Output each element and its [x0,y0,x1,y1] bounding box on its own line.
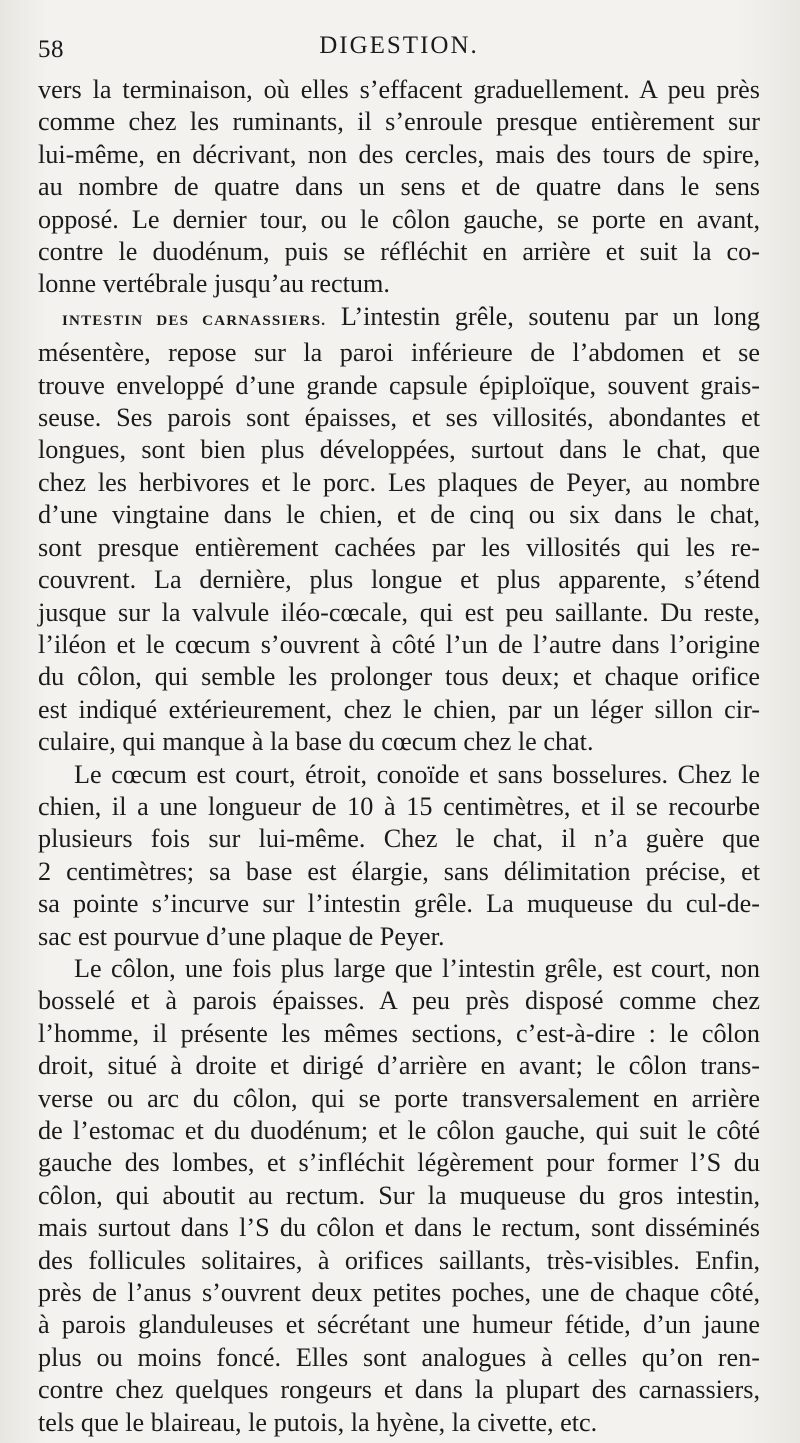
text-line: lui-même, en décrivant, non des cercles, mais des tours de spire, [38,139,760,169]
text-line [38,301,760,337]
text-line: culaire, qui manque à la base du cœcum chez le chat. [38,727,594,757]
text-line-fragment: L’intestin grêle, soutenu par un long [340,301,761,331]
text-line: de l’estomac et du duodénum; et le côlon gauche, qui suit le côté [38,1116,760,1145]
text-line: jusque sur la valvule iléo-cœcale, qui est peu saillante. Du reste, [38,597,760,627]
text-line: d’une vingtaine dans le chien, et de cinq ou six dans le chat, [38,500,760,530]
text-line: l’homme, il présente les mêmes sections, c’est-à-dire : le côlon [38,1018,760,1048]
text-line: bosselé et à parois épaisses. A peu près disposé comme chez [38,986,760,1016]
text-line: contre chez quelques rongeurs et dans la plupart des carnassiers, [38,1375,760,1405]
paragraph-4 [38,953,760,1439]
paragraph-2 [38,301,760,759]
text-line: à parois glanduleuses et sécrétant une humeur fétide, d’un jaune [38,1310,760,1340]
text-line: côlon, qui aboutit au rectum. Sur la muqueuse du gros intestin, [38,1180,760,1210]
section-heading: INTESTIN DES CARNASSIERS. [62,312,327,329]
text-line: trouve enveloppé d’une grande capsule épiploïque, souvent grais- [38,370,760,400]
text-line: Le cœcum est court, étroit, conoïde et sans bosselures. Chez le [74,759,760,789]
text-line: sa pointe s’incurve sur l’intestin grêle. La muqueuse du cul-de- [38,889,760,919]
text-line: contre le duodénum, puis se réfléchit en arrière et suit la co- [38,237,760,267]
text-line: opposé. Le dernier tour, ou le côlon gauche, se porte en avant, [38,204,760,234]
text-line: seuse. Ses parois sont épaisses, et ses villosités, abondantes et [38,403,760,433]
text-line: au nombre de quatre dans un sens et de quatre dans le sens [38,172,760,202]
text-line: près de l’anus s’ouvrent deux petites poches, une de chaque côté, [38,1278,760,1308]
text-line: sont presque entièrement cachées par les villosités qui les re- [38,532,760,562]
text-line: verse ou arc du côlon, qui se porte transversalement en arrière [38,1083,760,1113]
text-line: des follicules solitaires, à orifices saillants, très-visibles. Enfin, [38,1245,760,1275]
text-line: est indiqué extérieurement, chez le chien, par un léger sillon cir- [38,694,760,724]
text-line: sac est pourvue d’une plaque de Peyer. [38,921,445,951]
text-line: chien, il a une longueur de 10 à 15 centimètres, et il se recourbe [38,791,760,821]
text-line: du côlon, qui semble les prolonger tous deux; et chaque orifice [38,662,760,692]
text-line: gauche des lombes, et s’infléchit légèrement pour former l’S du [38,1148,760,1178]
text-line: mais surtout dans l’S du côlon et dans le rectum, sont disséminés [38,1213,760,1243]
text-line: vers la terminaison, où elles s’effacent graduellement. A peu près [38,75,760,104]
text-line: chez les herbivores et le porc. Les plaques de Peyer, au nombre [38,467,760,497]
text-line: droit, situé à droite et dirigé d’arrière en avant; le côlon trans- [38,1051,760,1081]
text-line: lonne vertébrale jusqu’au rectum. [38,269,390,299]
paragraph-1 [38,74,760,301]
text-line: plusieurs fois sur lui-même. Chez le chat, il n’a guère que [38,824,760,854]
text-line: comme chez les ruminants, il s’enroule presque entièrement sur [38,107,760,137]
body-text [38,74,760,1439]
page-header [38,28,760,74]
text-line: l’iléon et le cœcum s’ouvrent à côté l’un de l’autre dans l’origine [38,629,760,659]
page-number: 58 [38,36,64,63]
text-line: tels que le blaireau, le putois, la hyène, la civette, etc. [38,1407,598,1437]
text-line: 2 centimètres; sa base est élargie, sans délimitation précise, et [38,856,760,886]
text-line: plus ou moins foncé. Elles sont analogues à celles qu’on ren- [38,1342,760,1372]
text-line: mésentère, repose sur la paroi inférieure de l’abdomen et se [38,338,760,368]
text-line: couvrent. La dernière, plus longue et plus apparente, s’étend [38,565,760,595]
text-line: longues, sont bien plus développées, surtout dans le chat, que [38,435,760,465]
paragraph-3 [38,759,760,953]
text-line: Le côlon, une fois plus large que l’intestin grêle, est court, non [74,953,760,983]
running-title: DIGESTION. [319,32,479,59]
